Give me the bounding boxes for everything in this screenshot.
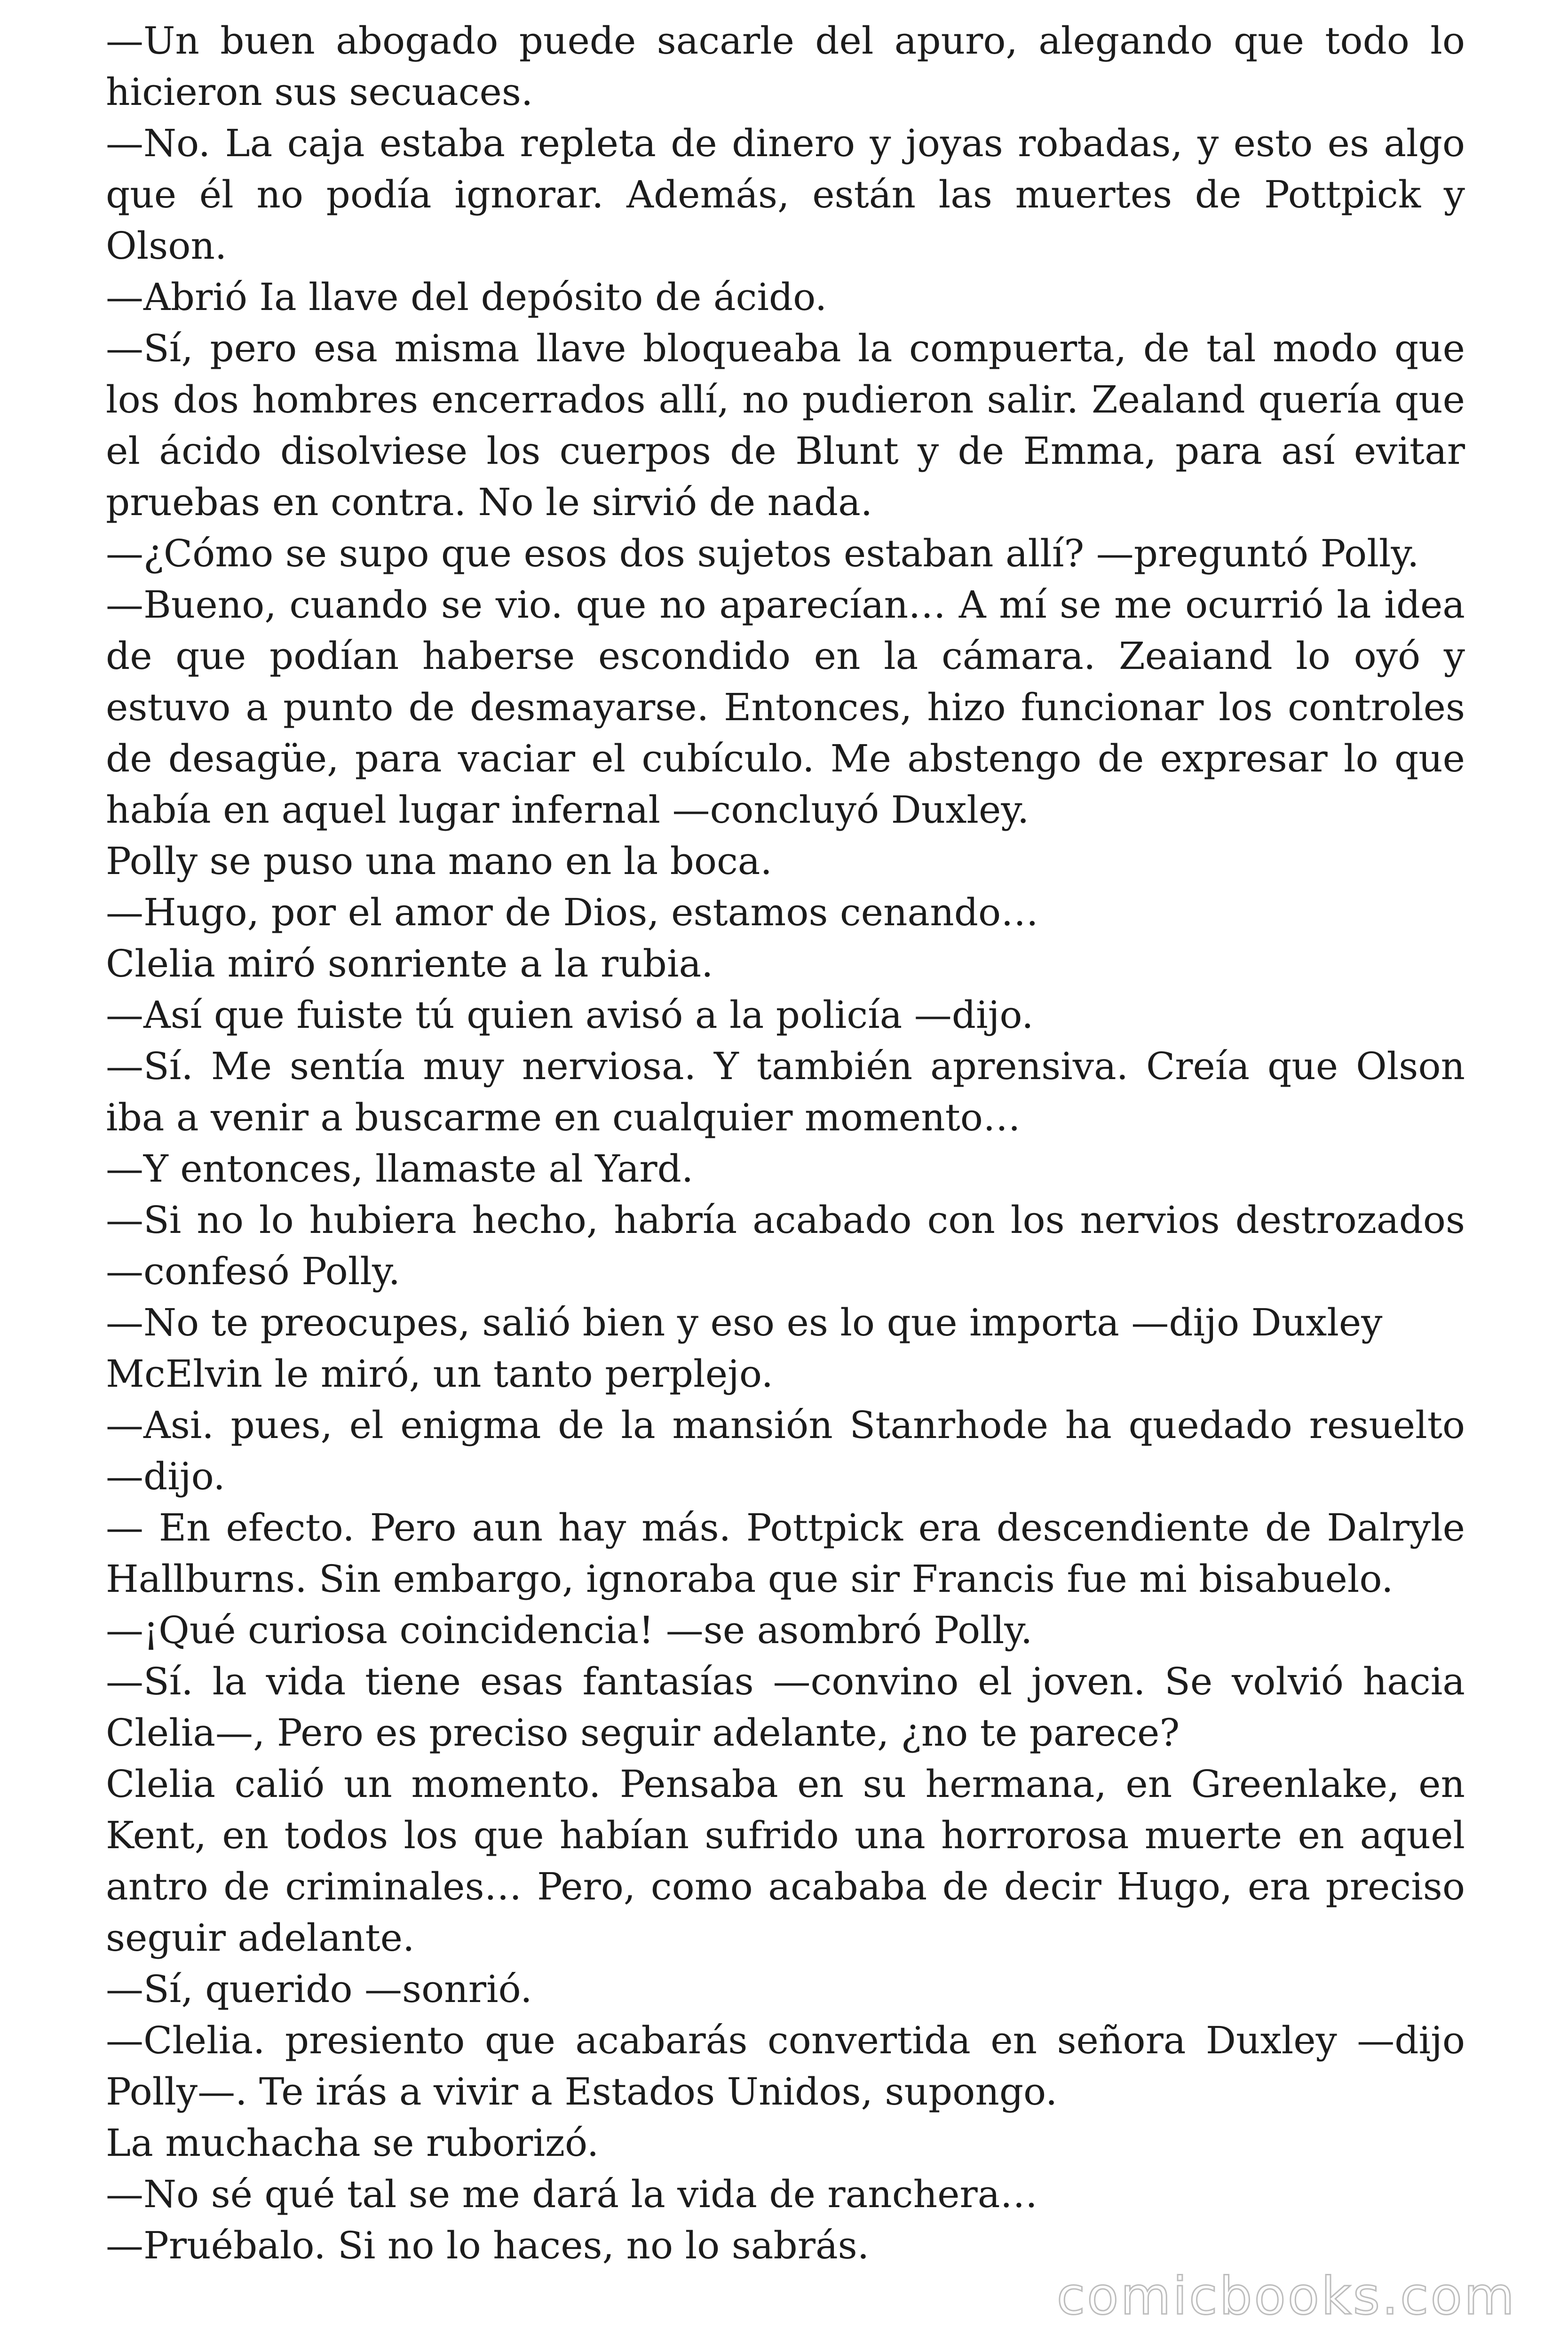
paragraph: —Pruébalo. Si no lo haces, no lo sabrás. [106, 2224, 870, 2267]
paragraph: —Asi. pues, el enigma de la mansión Stanrhode ha quedado resuelto —dijo. [106, 1403, 1465, 1498]
paragraph: —Abrió Ia llave del depósito de ácido. [106, 275, 827, 319]
paragraph: —No te preocupes, salió bien y eso es lo que importa —dijo Duxley [106, 1301, 1383, 1344]
paragraph: —No sé qué tal se me dará la vida de ranchera… [106, 2172, 1038, 2216]
paragraph: —Bueno, cuando se vio. que no aparecían… A mí se me ocurrió la idea de que podían haberse escondido en la cámara. Zeaiand lo oyó y estuvo a punto de desmayarse. Entonces, hizo funcionar los controles de desagüe, para vaciar el cubículo. Me abstengo de expresar lo que había en aquel lugar infernal —concluyó Duxley. [106, 583, 1465, 832]
paragraph: Clelia miró sonriente a la rubia. [106, 942, 713, 985]
paragraph: —Y entonces, llamaste al Yard. [106, 1147, 694, 1191]
paragraph: La muchacha se ruborizó. [106, 2121, 599, 2165]
paragraph: Polly se puso una mano en la boca. [106, 839, 772, 883]
paragraph: Clelia calió un momento. Pensaba en su hermana, en Greenlake, en Kent, en todos los que habían sufrido una horrorosa muerte en aquel antro de criminales… Pero, como acababa de decir Hugo, era preciso seguir adelante. [106, 1762, 1465, 1960]
paragraph: —Clelia. presiento que acabarás convertida en señora Duxley —dijo Polly—. Te irás a vivir a Estados Unidos, supongo. [106, 2018, 1465, 2114]
paragraph: —Sí, querido —sonrió. [106, 1967, 532, 2011]
paragraph: —Sí. la vida tiene esas fantasías —convino el joven. Se volvió hacia Clelia—, Pero es preciso seguir adelante, ¿no te parece? [106, 1660, 1465, 1755]
paragraph: —¿Cómo se supo que esos dos sujetos estaban allí? —preguntó Polly. [106, 532, 1419, 575]
paragraph: —Si no lo hubiera hecho, habría acabado con los nervios destrozados —confesó Polly. [106, 1198, 1465, 1293]
paragraph: —Así que fuiste tú quien avisó a la policía —dijo. [106, 993, 1034, 1037]
paragraph: —¡Qué curiosa coincidencia! —se asombró Polly. [106, 1608, 1033, 1652]
paragraph: —Hugo, por el amor de Dios, estamos cenando… [106, 890, 1039, 934]
watermark-logo: comicbooks.com [1056, 2266, 1516, 2326]
paragraph: McElvin le miró, un tanto perplejo. [106, 1352, 774, 1396]
paragraph: —Sí. Me sentía muy nerviosa. Y también aprensiva. Creía que Olson iba a venir a buscarme en cualquier momento… [106, 1044, 1465, 1139]
body-text [106, 15, 1465, 2271]
paragraph: — En efecto. Pero aun hay más. Pottpick era descendiente de Dalryle Hallburns. Sin embargo, ignoraba que sir Francis fue mi bisabuelo. [106, 1506, 1465, 1601]
paragraph: —Sí, pero esa misma llave bloqueaba la compuerta, de tal modo que los dos hombres encerrados allí, no pudieron salir. Zealand quería que el ácido disolviese los cuerpos de Blunt y de Emma, para así evitar pruebas en contra. No le sirvió de nada. [106, 326, 1465, 524]
paragraph: —Un buen abogado puede sacarle del apuro, alegando que todo lo hicieron sus secuaces. [106, 19, 1465, 114]
paragraph: —No. La caja estaba repleta de dinero y joyas robadas, y esto es algo que él no podía ignorar. Además, están las muertes de Pottpick y Olson. [106, 121, 1465, 268]
